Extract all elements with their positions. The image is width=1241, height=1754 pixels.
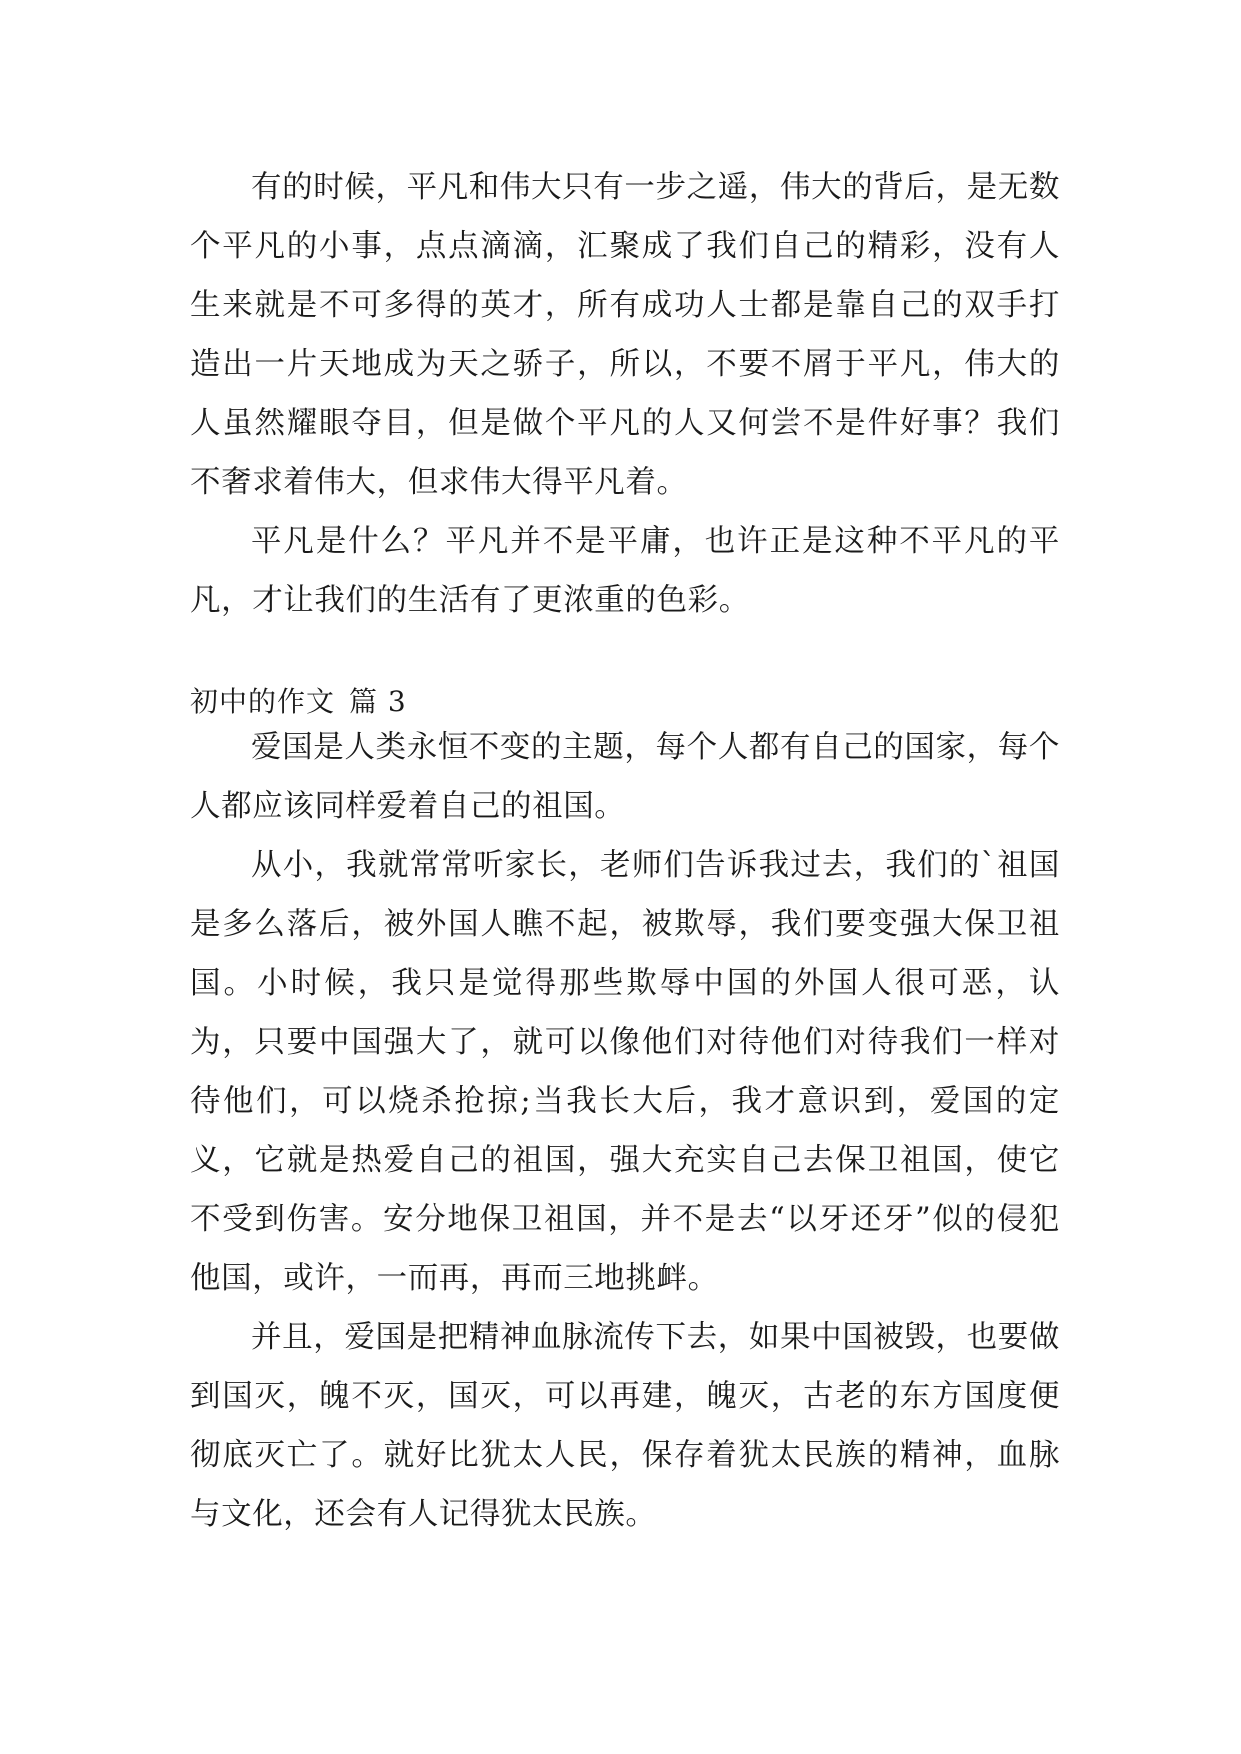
paragraph: 有的时候，平凡和伟大只有一步之遥，伟大的背后，是无数个平凡的小事，点点滴滴，汇聚成了我们自己的精彩，没有人生来就是不可多得的英才，所有成功人士都是靠自己的双手打造出一片天地成为天之骄子，所以，不要不屑于平凡，伟大的人虽然耀眼夺目，但是做个平凡的人又何尝不是件好事？我们不奢求着伟大，但求伟大得平凡着。 <box>190 170 1060 500</box>
essay-number-label: 篇 3 <box>349 685 407 718</box>
paragraph: 平凡是什么？平凡并不是平庸，也许正是这种不平凡的平凡，才让我们的生活有了更浓重的色彩。 <box>190 524 1060 618</box>
paragraph: 从小，我就常常听家长，老师们告诉我过去，我们的`祖国是多么落后，被外国人瞧不起，被欺辱，我们要变强大保卫祖国。小时候，我只是觉得那些欺辱中国的外国人很可恶，认为，只要中国强大了，就可以像他们对待他们对待我们一样对待他们，可以烧杀抢掠;当我长大后，我才意识到，爱国的定义，它就是热爱自己的祖国，强大充实自己去保卫祖国，使它不受到伤害。安分地保卫祖国，并不是去“以牙还牙”似的侵犯他国，或许，一而再，再而三地挑衅。 <box>190 848 1060 1296</box>
essay-3-body <box>190 718 1060 1544</box>
paragraph: 爱国是人类永恒不变的主题，每个人都有自己的国家，每个人都应该同样爱着自己的祖国。 <box>190 730 1060 824</box>
essay-title: 初中的作文 <box>190 685 336 718</box>
paragraph: 并且，爱国是把精神血脉流传下去，如果中国被毁，也要做到国灭，魄不灭，国灭，可以再建，魄灭，古老的东方国度便彻底灭亡了。就好比犹太人民，保存着犹太民族的精神，血脉与文化，还会有人记得犹太民族。 <box>190 1320 1060 1532</box>
essay-heading <box>190 682 407 722</box>
previous-essay-continuation <box>190 158 1060 630</box>
